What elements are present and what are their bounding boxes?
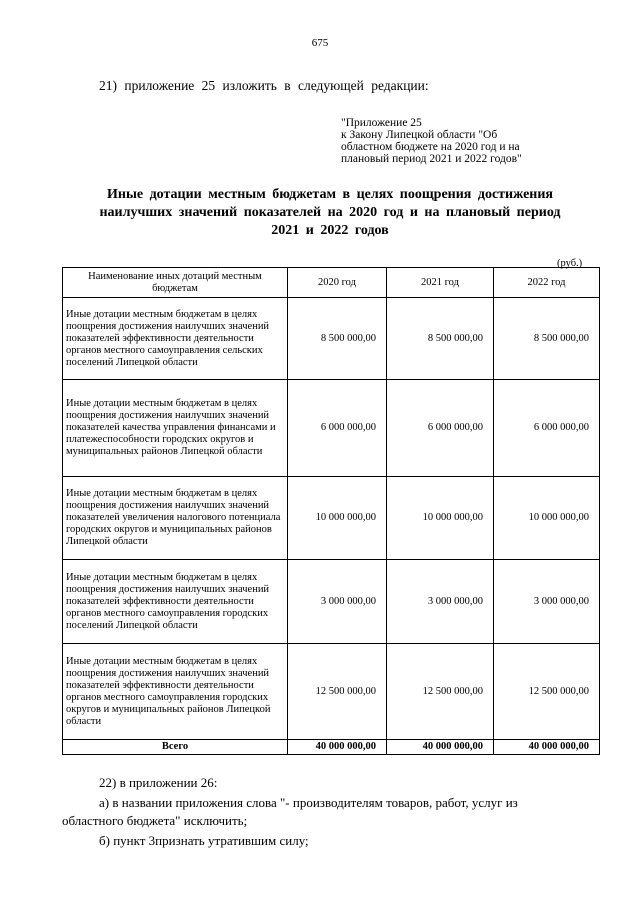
value-2021: 8 500 000,00: [387, 298, 494, 380]
table-row: [63, 477, 600, 560]
title-line: наилучших значений показателей на 2020 год и на плановый период: [99, 205, 561, 220]
column-header-name: Наименование иных дотаций местным бюджетам: [63, 268, 288, 298]
row-name: Иные дотации местным бюджетам в целях поощрения достижения наилучших значений показателей эффективности деятельности органов местного самоуправления городских поселений Липецкой области: [63, 560, 288, 644]
appendix-line: областном бюджете на 2020 год и на: [341, 141, 520, 153]
paragraph-subitem-a-continued: областного бюджета" исключить;: [62, 813, 248, 828]
subsidies-table: [62, 267, 600, 755]
appendix-line: плановый период 2021 и 2022 годов": [341, 153, 522, 165]
column-header-2020: 2020 год: [288, 268, 387, 298]
units-label: (руб.): [557, 258, 583, 269]
row-name: Иные дотации местным бюджетам в целях поощрения достижения наилучших значений показателей эффективности деятельности органов местного самоуправления городских округов и муниципальных районов Липецкой области: [63, 644, 288, 740]
table-row: [63, 644, 600, 740]
table-header-row: [63, 268, 600, 298]
appendix-line: "Приложение 25: [341, 117, 422, 129]
table-total-row: [63, 740, 600, 755]
column-header-2021: 2021 год: [387, 268, 494, 298]
value-2020: 10 000 000,00: [288, 477, 387, 560]
total-2021: 40 000 000,00: [387, 740, 494, 755]
value-2020: 8 500 000,00: [288, 298, 387, 380]
value-2020: 12 500 000,00: [288, 644, 387, 740]
title-line: 2021 и 2022 годов: [271, 223, 389, 238]
value-2021: 3 000 000,00: [387, 560, 494, 644]
amendment-intro: 21) приложение 25 изложить в следующей редакции:: [99, 78, 429, 93]
value-2022: 6 000 000,00: [494, 380, 600, 477]
paragraph-item-22: 22) в приложении 26:: [99, 775, 218, 790]
value-2020: 3 000 000,00: [288, 560, 387, 644]
title-line: Иные дотации местным бюджетам в целях поощрения достижения: [106, 187, 554, 202]
total-label: Всего: [63, 740, 288, 755]
paragraph-subitem-a: а) в названии приложения слова "- производителям товаров, работ, услуг из: [99, 795, 518, 810]
row-name: Иные дотации местным бюджетам в целях поощрения достижения наилучших значений показателей увеличения налогового потенциала городских округов и муниципальных районов Липецкой области: [63, 477, 288, 560]
row-name: Иные дотации местным бюджетам в целях поощрения достижения наилучших значений показателей качества управления финансами и платежеспособности городских округов и муниципальных районов Липецкой области: [63, 380, 288, 477]
value-2021: 12 500 000,00: [387, 644, 494, 740]
appendix-line: к Закону Липецкой области "Об: [341, 129, 498, 141]
table-row: [63, 560, 600, 644]
page-number: 675: [311, 37, 329, 49]
paragraph-subitem-b: б) пункт 3признать утратившим силу;: [99, 833, 309, 848]
table-row: [63, 380, 600, 477]
value-2022: 3 000 000,00: [494, 560, 600, 644]
value-2020: 6 000 000,00: [288, 380, 387, 477]
column-header-2022: 2022 год: [494, 268, 600, 298]
appendix-reference: [341, 117, 571, 165]
value-2022: 10 000 000,00: [494, 477, 600, 560]
value-2021: 6 000 000,00: [387, 380, 494, 477]
row-name: Иные дотации местным бюджетам в целях поощрения достижения наилучших значений показателей эффективности деятельности органов местного самоуправления сельских поселений Липецкой области: [63, 298, 288, 380]
value-2021: 10 000 000,00: [387, 477, 494, 560]
value-2022: 8 500 000,00: [494, 298, 600, 380]
total-2020: 40 000 000,00: [288, 740, 387, 755]
value-2022: 12 500 000,00: [494, 644, 600, 740]
document-title: [60, 186, 600, 240]
table-row: [63, 298, 600, 380]
total-2022: 40 000 000,00: [494, 740, 600, 755]
